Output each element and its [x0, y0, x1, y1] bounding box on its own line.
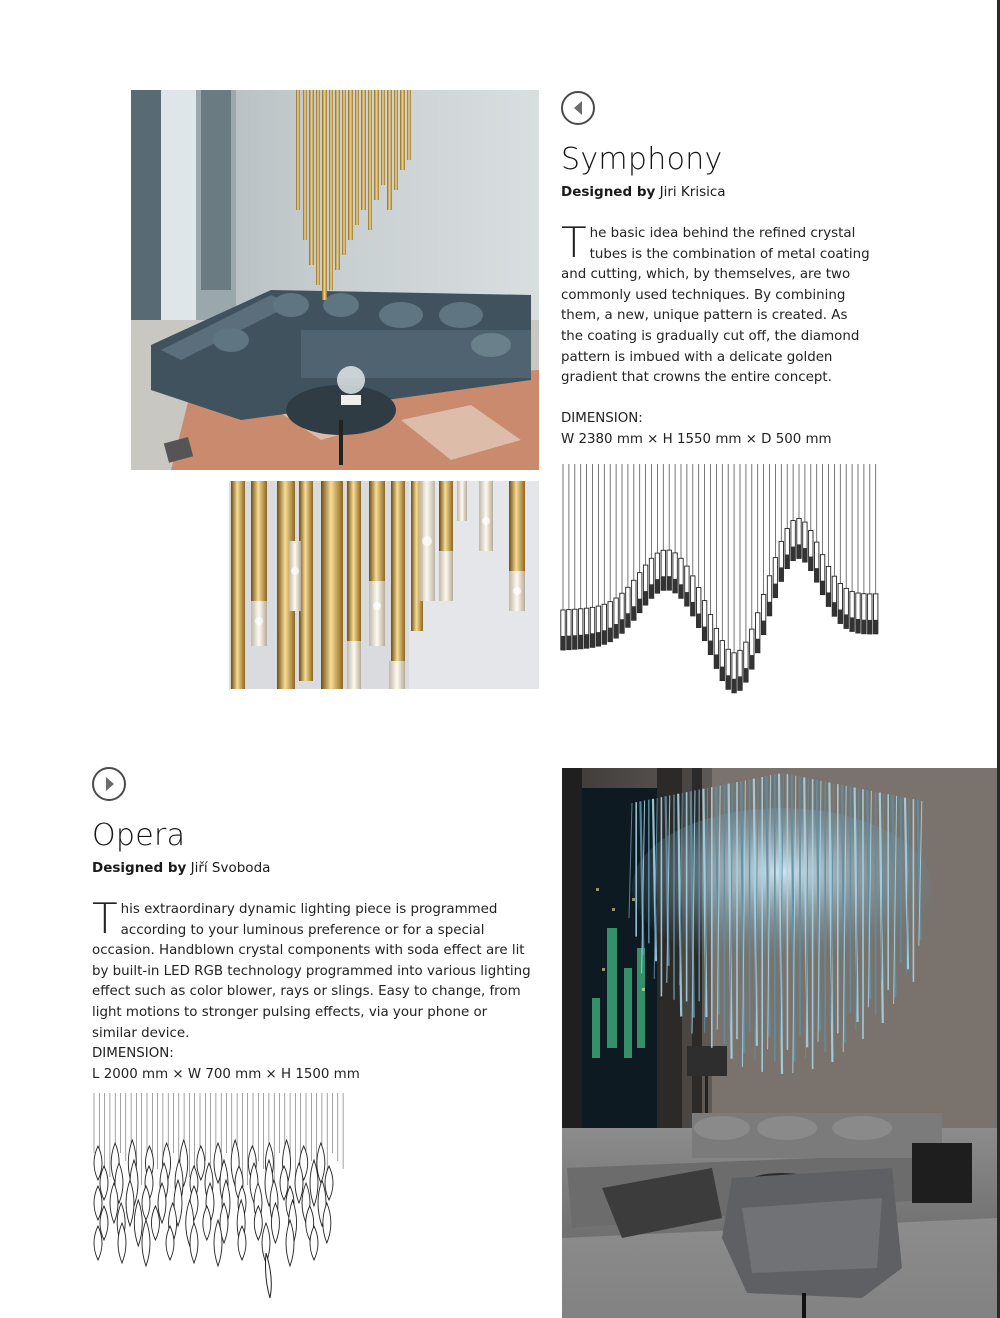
designed-by-label: Designed by [561, 184, 656, 200]
opera-dimension-label: DIMENSION: [92, 1046, 174, 1061]
symphony-designer-name: Jiri Krisica [659, 184, 726, 200]
symphony-technical-drawing [560, 464, 888, 704]
opera-room-photo [562, 768, 997, 1318]
symphony-title: Symphony [561, 142, 723, 177]
opera-description-text: his extraordinary dynamic lighting piece is programmed according to your luminous preference or for a special occasion. Handblown crystal components with soda effect are lit by built-in LED RGB technology programmed into various lighting effect such as color blower, rays or slings. Easy to change, from light motions to stronger pulsing effects, via your phone or similar device. [92, 902, 531, 1041]
opera-dimension-value: L 2000 mm × W 700 mm × H 1500 mm [92, 1067, 360, 1082]
arrow-left-icon [563, 93, 593, 123]
symphony-room-photo [131, 90, 539, 470]
symphony-dimension-label: DIMENSION: [561, 411, 643, 426]
arrow-right-icon [94, 769, 124, 799]
symphony-back-button[interactable] [561, 91, 595, 125]
opera-technical-drawing [86, 1093, 348, 1303]
opera-title: Opera [92, 818, 186, 853]
designed-by-label: Designed by [92, 860, 187, 876]
opera-designer-line [92, 860, 270, 876]
opera-description [92, 894, 532, 1044]
symphony-description [561, 218, 873, 389]
drop-cap: T [561, 218, 587, 267]
opera-designer-name: Jiří Svoboda [190, 860, 271, 876]
symphony-dimension-value: W 2380 mm × H 1550 mm × D 500 mm [561, 432, 832, 447]
symphony-designer-line [561, 184, 726, 200]
symphony-description-text: he basic idea behind the refined crystal tubes is the combination of metal coating and cutting, which, by themselves, are two commonly used techniques. By combining them, a new, unique pattern is created. As the coating is gradually cut off, the diamond pattern is imbued with a delicate golden gradient that crowns the entire concept. [561, 226, 870, 386]
opera-next-button[interactable] [92, 767, 126, 801]
symphony-detail-photo [229, 481, 539, 689]
drop-cap: T [92, 894, 118, 943]
